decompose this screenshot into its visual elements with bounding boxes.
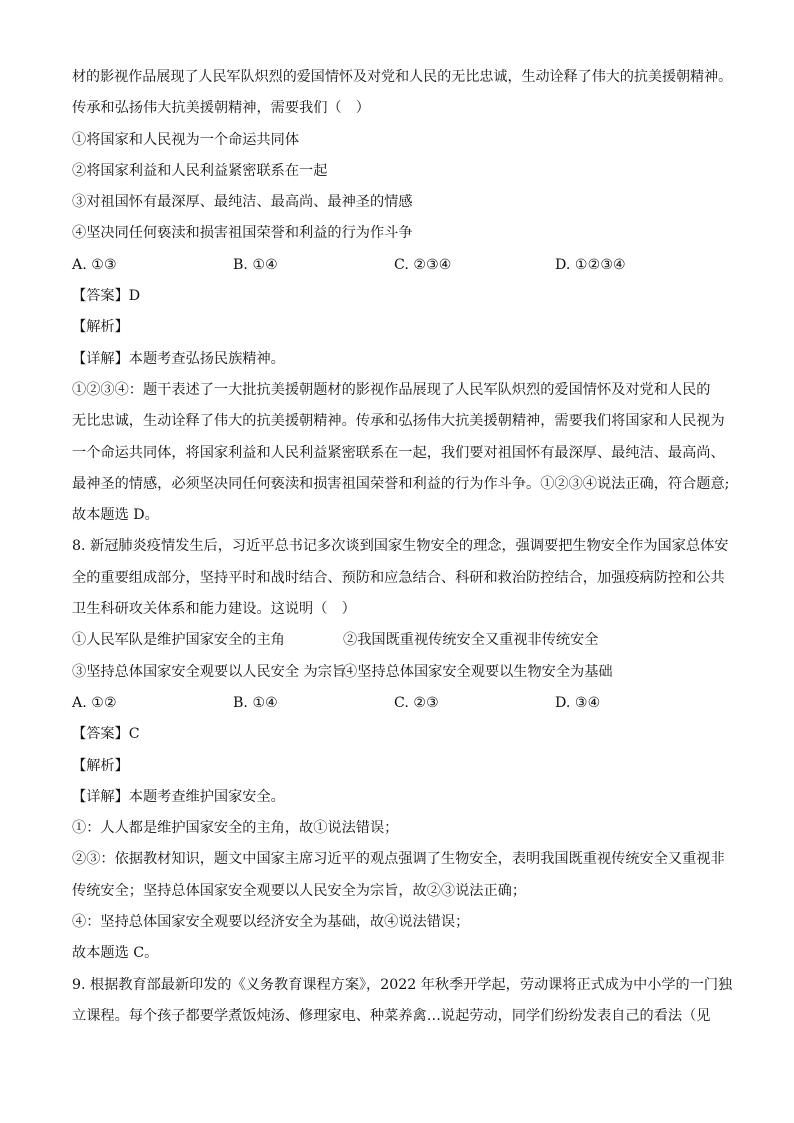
q8-statement-1: ①人民军队是维护国家安全的主角 <box>72 632 285 649</box>
q7-option-d: D. ①②③④ <box>555 256 626 273</box>
q8-options <box>72 688 727 719</box>
q8-detail-line-4: 传统安全；坚持总体国家安全观要以人民安全为宗旨，故②③说法正确； <box>72 882 527 899</box>
q8-statements-row-2 <box>72 657 727 688</box>
q7-answer: 【答案】D <box>72 288 141 305</box>
q7-stem-line-1: 材的影视作品展现了人民军队炽烈的爱国情怀及对党和人民的无比忠诚，生动诠释了伟大的抗美援朝精神。 <box>72 69 733 85</box>
q8-answer: 【答案】C <box>72 726 140 743</box>
q8-option-a: A. ①② <box>72 694 117 711</box>
q7-detail-line-2: ①②③④：题干表述了一大批抗美援朝题材的影视作品展现了人民军队炽烈的爱国情怀及对党和人民的 <box>72 381 711 398</box>
q8-option-d: D. ③④ <box>555 694 601 711</box>
q9-stem-line-1: 9. 根据教育部最新印发的《义务教育课程方案》，2022 年秋季开学起，劳动课将正式成为中小学的一门独 <box>72 976 733 993</box>
q8-stem-line-2: 全的重要组成部分，坚持平时和战时结合、预防和应急结合、科研和救治防控结合，加强疫病防控和公共 <box>72 569 725 586</box>
q7-statement-1: ①将国家和人民视为一个命运共同体 <box>72 131 300 148</box>
q7-detail-line-1: 【详解】本题考查弘扬民族精神。 <box>72 350 285 367</box>
q8-statement-4: ④坚持总体国家安全观要以生物安全为基础 <box>343 663 613 680</box>
q7-option-a: A. ①③ <box>72 256 117 273</box>
q8-detail-line-6: 故本题选 C。 <box>72 945 159 962</box>
question-7 <box>72 62 733 531</box>
q7-option-b: B. ①④ <box>233 256 278 273</box>
q8-detail-line-2: ①：人人都是维护国家安全的主角，故①说法错误； <box>72 820 399 837</box>
document-page <box>72 62 733 1032</box>
q8-option-b: B. ①④ <box>233 694 278 711</box>
q7-stem-line-2: 传承和弘扬伟大抗美援朝精神，需要我们（ ） <box>72 100 370 117</box>
q8-stem-line-1: 8. 新冠肺炎疫情发生后，习近平总书记多次谈到国家生物安全的理念，强调要把生物安全作为国家总体安 <box>72 538 729 555</box>
q7-options <box>72 250 727 281</box>
q7-detail-line-4: 一个命运共同体，将国家利益和人民利益紧密联系在一起，我们要对祖国怀有最深厚、最纯洁、最高尚、 <box>72 444 725 461</box>
q8-statements-row-1 <box>72 625 727 656</box>
q8-detail-line-5: ④：坚持总体国家安全观要以经济安全为基础，故④说法错误； <box>72 914 470 931</box>
q8-statement-2: ②我国既重视传统安全又重视非传统安全 <box>343 632 599 649</box>
q8-option-c: C. ②③ <box>394 694 439 711</box>
question-9 <box>72 970 733 1033</box>
q7-statement-2: ②将国家利益和人民利益紧密联系在一起 <box>72 162 328 179</box>
q8-detail-line-3: ②③：依据教材知识，题文中国家主席习近平的观点强调了生物安全，表明我国既重视传统安全又重视非 <box>72 851 725 868</box>
q8-statement-3: ③坚持总体国家安全观要以人民安全 为宗旨 <box>72 663 347 680</box>
q7-analysis-label: 【解析】 <box>72 319 129 336</box>
q7-statement-3: ③对祖国怀有最深厚、最纯洁、最高尚、最神圣的情感 <box>72 194 413 211</box>
q7-detail-line-6: 故本题选 D。 <box>72 507 159 524</box>
q7-detail-line-5: 最神圣的情感，必须坚决同任何亵渎和损害祖国荣誉和利益的行为作斗争。①②③④说法正确，符合题意; <box>72 475 730 492</box>
q7-statement-4: ④坚决同任何亵渎和损害祖国荣誉和利益的行为作斗争 <box>72 225 413 242</box>
q8-detail-line-1: 【详解】本题考查维护国家安全。 <box>72 788 285 805</box>
q7-option-c: C. ②③④ <box>394 256 452 273</box>
q7-detail-line-3: 无比忠诚，生动诠释了伟大的抗美援朝精神。传承和弘扬伟大抗美援朝精神，需要我们将国家和人民视为 <box>72 413 725 430</box>
q8-stem-line-3: 卫生科研攻关体系和能力建设。这说明（ ） <box>72 601 356 618</box>
q9-stem-line-2: 立课程。每个孩子都要学煮饭炖汤、修理家电、种菜养禽…说起劳动，同学们纷纷发表自己的看法（见 <box>72 1007 711 1024</box>
q8-analysis-label: 【解析】 <box>72 757 129 774</box>
question-8 <box>72 531 727 969</box>
